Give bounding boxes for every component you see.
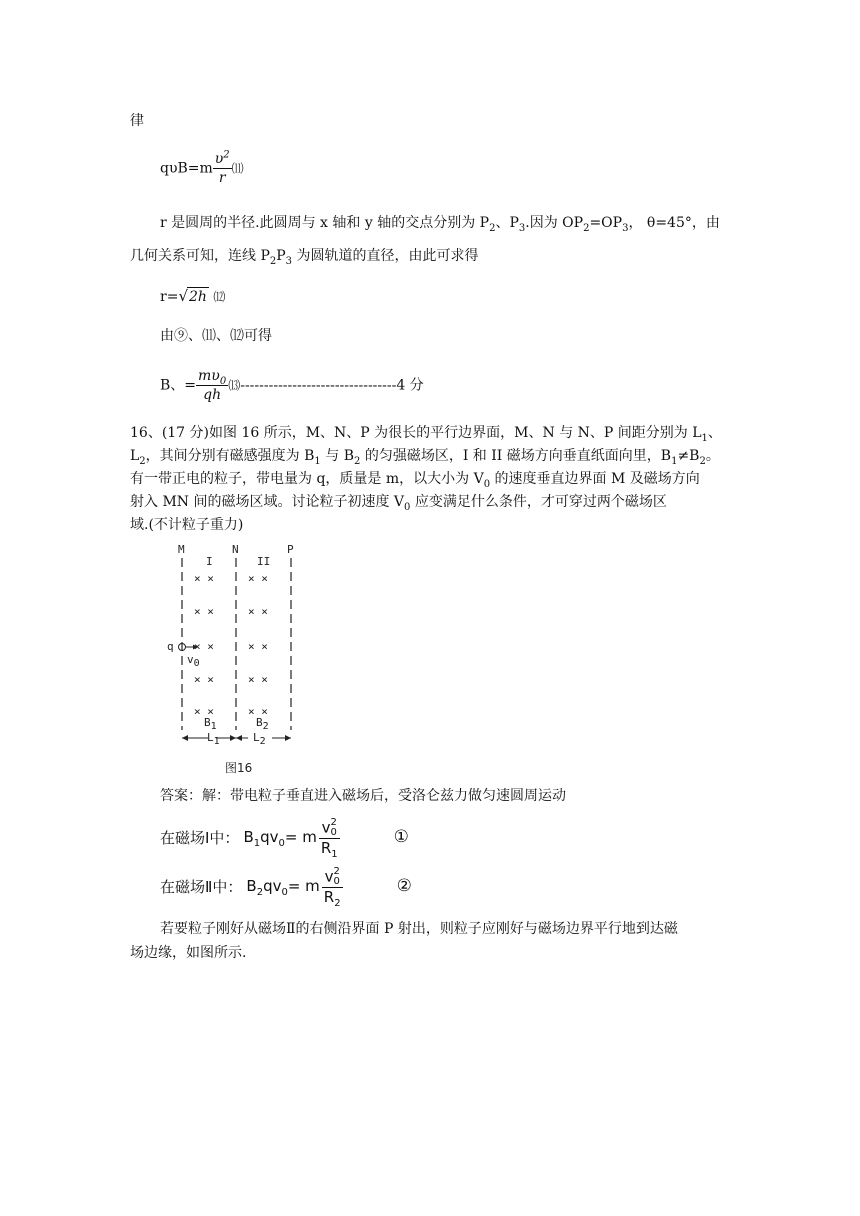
cross-marks: × × xyxy=(248,605,268,618)
width-L2-label xyxy=(253,731,266,748)
B2-letter: B xyxy=(256,716,263,729)
text-fragment-lv: 律 xyxy=(130,113,144,129)
L2-letter: L xyxy=(253,731,260,744)
eqB-fraction xyxy=(322,865,343,909)
eq11-numerator: υ xyxy=(214,151,224,167)
eq13-dashes: --------------------------------- xyxy=(240,377,397,394)
p16-sub: 1 xyxy=(701,432,708,444)
p16-sub: 1 xyxy=(314,455,321,467)
charge-label-q: q xyxy=(167,640,174,653)
v-sub: 0 xyxy=(193,658,200,670)
eqB-equals: = m xyxy=(287,877,320,895)
p16-l2a: L xyxy=(130,448,140,464)
equation-field-1 xyxy=(160,815,409,859)
problem-16 xyxy=(130,422,740,537)
paragraph-radius-line2 xyxy=(130,245,479,268)
cross-marks: × × xyxy=(248,705,268,718)
para1-sub: 3 xyxy=(622,222,629,234)
eq13-left: B、= xyxy=(160,377,197,394)
p16-sub: 2 xyxy=(354,455,361,467)
eqA-fraction xyxy=(319,816,340,860)
field-B1-label xyxy=(204,716,217,733)
eqB-tag: ② xyxy=(396,876,412,896)
v-letter: v xyxy=(187,653,194,666)
derivation-note: 由⑨、⑾、⑿可得 xyxy=(160,328,272,344)
para1-sub: 3 xyxy=(518,222,526,234)
field-B2-label xyxy=(256,716,269,733)
eqA-num-sup: 2 xyxy=(330,816,337,828)
velocity-label xyxy=(187,653,200,670)
p16-l1a: 16、(17 分)如图 16 所示，M、N、P 为很长的平行边界面，M、N 与 N、P 间距分别为 L xyxy=(130,425,702,441)
p16-l3a: 有一带正电的粒子，带电量为 q，质量是 m，以大小为 V xyxy=(130,471,484,487)
eqB-den-sub: 2 xyxy=(334,897,341,909)
para1-sub: 3 xyxy=(285,255,293,267)
p16-l2d: 的匀强磁场区，I 和 II 磁场方向垂直纸面向里，B xyxy=(360,448,672,464)
para1-a: r 是圆周的半径.此圆周与 x 轴和 y 轴的交点分别为 P xyxy=(160,215,490,231)
equation-12 xyxy=(160,287,225,306)
cross-marks: × × xyxy=(248,640,268,653)
cross-marks: × × xyxy=(194,605,214,618)
B1-sub: 1 xyxy=(210,721,217,733)
para1-d: =OP xyxy=(589,215,623,231)
eqA-lhs xyxy=(243,828,285,849)
eqA-den-sub: 1 xyxy=(331,848,338,860)
eqB-B-sub: 2 xyxy=(256,887,264,898)
cross-marks: × × xyxy=(248,673,268,686)
eq11-tag: ⑾ xyxy=(231,161,244,176)
conclusion-line1: 若要粒子刚好从磁场Ⅱ的右侧沿界面 P 射出，则粒子应刚好与磁场边界平行地到达磁 xyxy=(160,921,678,937)
figure-16-lines xyxy=(160,540,310,750)
eqA-qv-sub: 0 xyxy=(278,838,285,849)
p16-l1b: 、 xyxy=(707,425,722,441)
eqA-prefix: 在磁场Ⅰ中： xyxy=(160,828,240,847)
label-N: N xyxy=(232,543,239,556)
eqB-num: v xyxy=(324,867,334,885)
para1-c: .因为 OP xyxy=(525,215,584,231)
para1-line2-c: 为圆轨道的直径，由此可求得 xyxy=(292,248,479,264)
figure-16 xyxy=(160,540,310,780)
problem-16-line3 xyxy=(130,468,740,491)
problem-16-line2 xyxy=(130,445,740,468)
p16-sub: 2 xyxy=(139,455,146,467)
L1-letter: L xyxy=(207,731,214,744)
region-II-label: II xyxy=(257,555,271,568)
equation-field-2 xyxy=(160,864,412,908)
eq13-numerator: mυ xyxy=(198,368,220,384)
eqB-den: R xyxy=(323,887,335,906)
width-L1-label xyxy=(207,731,220,748)
eq11-exponent: 2 xyxy=(223,149,230,161)
para1-line2: 几何关系可知，连线 P xyxy=(130,248,270,264)
para1-e: ， θ=45°，由 xyxy=(628,215,720,231)
para1-sub: 2 xyxy=(269,255,277,267)
L2-sub: 2 xyxy=(259,736,266,748)
eqB-num-sub: 0 xyxy=(333,875,340,887)
eqA-B-sub: 1 xyxy=(253,838,261,849)
p16-sub: 0 xyxy=(404,501,411,513)
eq13-tag: ⒀ xyxy=(228,378,241,393)
eq12-radicand: 2h xyxy=(189,289,207,305)
eqB-lhs xyxy=(246,877,288,898)
equation-11 xyxy=(160,150,244,187)
eqB-prefix: 在磁场Ⅱ中： xyxy=(160,877,243,896)
p16-l2b: ，其间分别有磁感强度为 B xyxy=(145,448,315,464)
para1-sub: 2 xyxy=(583,222,590,234)
eqA-B: B xyxy=(243,828,254,846)
region-I-label: I xyxy=(206,555,213,568)
conclusion-line2: 场边缘，如图所示. xyxy=(130,945,247,961)
eqA-num: v xyxy=(321,818,331,836)
problem-16-line1 xyxy=(130,422,740,445)
label-M: M xyxy=(178,543,185,556)
eq11-denominator: r xyxy=(218,170,226,186)
eq11-fraction xyxy=(213,150,232,187)
p16-sub: 2 xyxy=(699,455,706,467)
eq13-num-sub: 0 xyxy=(219,375,227,387)
eqB-qv: qv xyxy=(263,877,282,895)
L1-sub: 1 xyxy=(213,736,220,748)
p16-l2c: 与 B xyxy=(320,448,354,464)
answer-intro: 答案：解：带电粒子垂直进入磁场后，受洛仑兹力做匀速圆周运动 xyxy=(160,788,566,804)
equation-13 xyxy=(160,367,424,404)
para1-line2-b: P xyxy=(276,248,286,264)
cross-marks: × × xyxy=(248,572,268,585)
p16-l2e: ≠B xyxy=(677,448,700,464)
cross-marks: × × xyxy=(194,572,214,585)
eqB-qv-sub: 0 xyxy=(281,887,288,898)
eqB-B: B xyxy=(246,877,257,895)
figure-caption: 图16 xyxy=(225,761,253,775)
p16-l4b: 应变满足什么条件，才可穿过两个磁场区 xyxy=(410,494,667,510)
paragraph-radius-line1 xyxy=(160,212,740,235)
problem-16-line5: 域.(不计粒子重力) xyxy=(130,517,244,533)
sqrt-icon: √ xyxy=(178,287,188,305)
p16-l4: 射入 MN 间的磁场区域。讨论粒子初速度 V xyxy=(130,494,405,510)
label-P: P xyxy=(287,543,294,556)
p16-sub: 1 xyxy=(671,455,678,467)
eq13-fraction xyxy=(196,367,228,404)
cross-marks: × × xyxy=(194,705,214,718)
eqA-qv: qv xyxy=(260,828,279,846)
eqA-num-sub: 0 xyxy=(330,826,337,838)
eq13-denominator: qh xyxy=(203,387,222,403)
B1-letter: B xyxy=(204,716,211,729)
eq12-left: r= xyxy=(160,289,179,305)
B2-sub: 2 xyxy=(262,721,269,733)
p16-l2f: 。 xyxy=(705,448,720,464)
eqA-tag: ① xyxy=(393,827,409,847)
p16-sub: 0 xyxy=(483,478,491,490)
p16-l3b: 的速度垂直边界面 M 及磁场方向 xyxy=(490,471,700,487)
para1-b: 、P xyxy=(495,215,519,231)
eqA-equals: = m xyxy=(284,828,317,846)
cross-marks: × × xyxy=(194,640,214,653)
eq12-tag: ⑿ xyxy=(213,290,226,304)
para1-sub: 2 xyxy=(489,222,496,234)
eq11-left: qυB=m xyxy=(160,160,213,177)
eqA-den: R xyxy=(320,838,332,857)
cross-marks: × × xyxy=(194,673,214,686)
eqB-num-sup: 2 xyxy=(333,865,340,877)
problem-16-line4 xyxy=(130,491,740,514)
eq13-score: 4 分 xyxy=(396,377,424,394)
